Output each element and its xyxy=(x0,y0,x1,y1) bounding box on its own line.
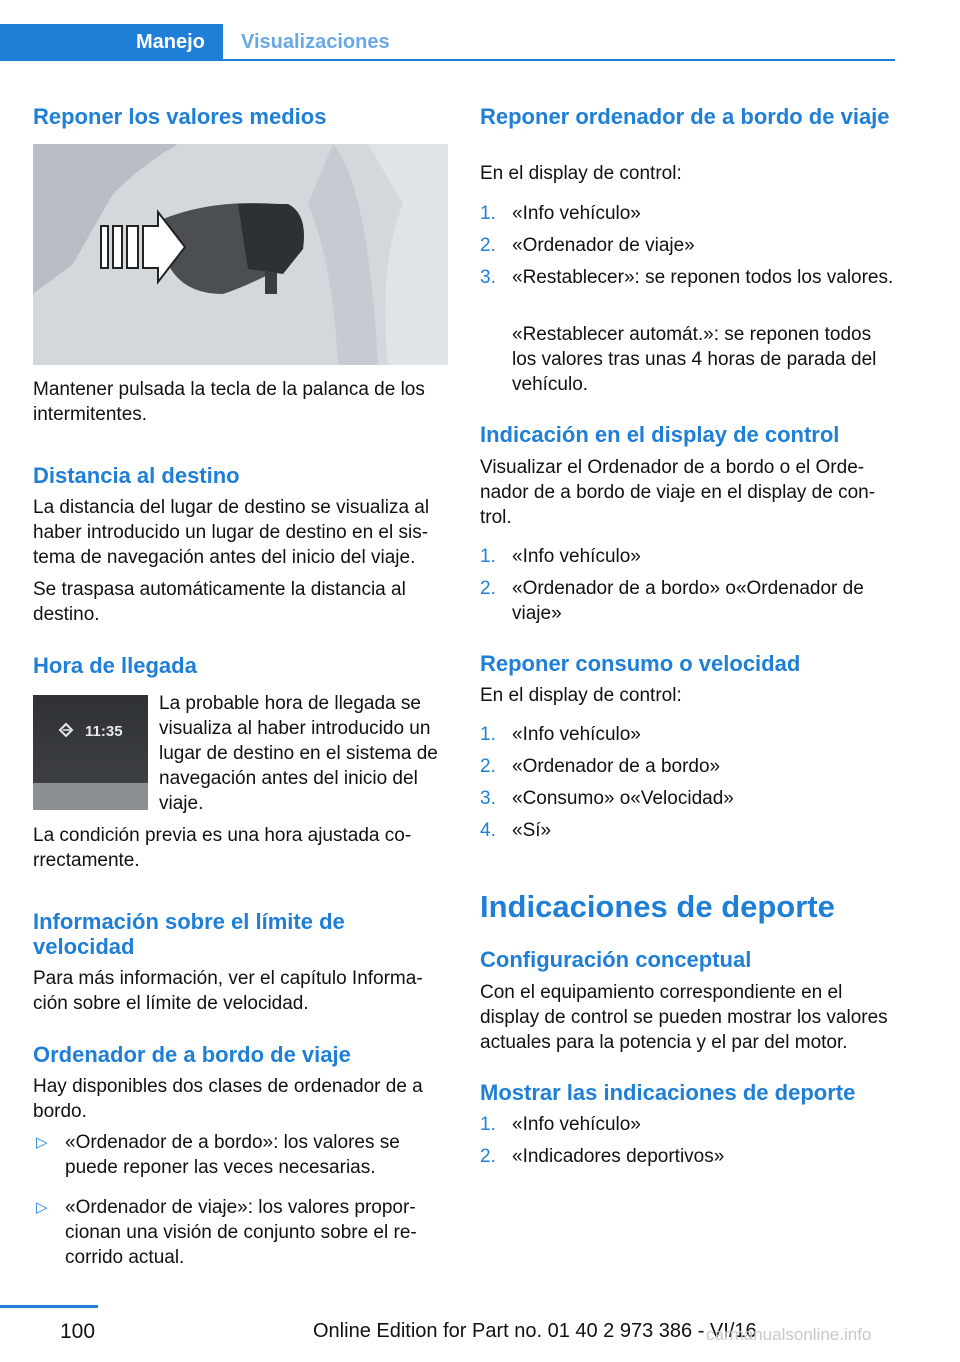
turn-signal-lever-image xyxy=(33,144,448,365)
tab-manejo[interactable]: Manejo xyxy=(0,24,223,61)
text-display-1: En el display de control: xyxy=(480,163,682,184)
heading-configuracion: Configuración conceptual xyxy=(480,947,752,972)
heading-hora-llegada: Hora de llegada xyxy=(33,653,197,678)
list-item: 3. «Consumo» o«Velocidad» xyxy=(480,788,734,809)
list-item: ▷ «Ordenador de viaje»: los valores proporcionan una visión de conjunto sobre el recorrido actual. xyxy=(36,1197,417,1268)
list-item: 1. «Info vehículo» xyxy=(480,1114,641,1135)
list-item: 4. «Sí» xyxy=(480,820,552,841)
heading-distancia: Distancia al destino xyxy=(33,463,240,488)
text-indicacion: Visualizar el Ordenador de a bordo o el Ordenador de a bordo de viaje en el display de control. xyxy=(480,457,876,528)
list-item: ▷ «Ordenador de a bordo»: los valores se puede reponer las veces necesarias. xyxy=(36,1132,400,1178)
text-condicion: La condición previa es una hora ajustada correctamente. xyxy=(33,825,412,871)
edition-text: Online Edition for Part no. 01 40 2 973 386 - VI/16 xyxy=(313,1320,757,1342)
heading-ordenador-viaje: Ordenador de a bordo de viaje xyxy=(33,1042,351,1067)
list-item: 2. «Ordenador de a bordo» o«Ordenador de viaje» xyxy=(480,578,864,624)
page-number: 100 xyxy=(60,1320,96,1343)
tab-bar xyxy=(0,24,895,61)
text-distancia-1: La distancia del lugar de destino se visualiza al haber introducido un lugar de destino en el sistema de navegación antes del inicio del viaje. xyxy=(33,497,430,568)
text-limite: Para más información, ver el capítulo Información sobre el límite de velocidad. xyxy=(33,968,423,1014)
text-mantener: Mantener pulsada la tecla de la palanca de los intermitentes. xyxy=(33,379,425,425)
text-restablecer-automatico: «Restablecer automát.»: se reponen todos los valores tras unas 4 horas de parada del vehículo. xyxy=(512,324,877,395)
tab-visualizaciones[interactable]: Visualizaciones xyxy=(241,31,390,53)
page-footer xyxy=(0,1305,960,1362)
list-item: 2. «Ordenador de viaje» xyxy=(480,235,695,256)
clock-time-text: 11:35 xyxy=(85,723,123,740)
triangle-bullet-icon: ▷ xyxy=(36,1134,48,1151)
list-item: 2. «Ordenador de a bordo» xyxy=(480,756,721,777)
numbered-list-2 xyxy=(480,544,896,626)
text-configuracion: Con el equipamiento correspondiente en el display de control se pueden mostrar los valores actuales para la potencia y el par del motor. xyxy=(480,982,888,1053)
text-distancia-2: Se traspasa automáticamente la distancia al destino. xyxy=(33,579,406,625)
list-item: 3. «Restablecer»: se reponen todos los valores. xyxy=(480,267,894,288)
numbered-list-3 xyxy=(480,722,896,843)
bullet-list-ordenadores xyxy=(33,1130,449,1270)
clock-display-illustration xyxy=(33,695,148,810)
text-display-2: En el display de control: xyxy=(480,685,682,706)
text-ordenador: Hay disponibles dos clases de ordenador de a bordo. xyxy=(33,1076,423,1122)
heading-reponer-ordenador-viaje: Reponer ordenador de a bordo de viaje xyxy=(480,104,890,129)
list-item: 1. «Info vehículo» xyxy=(480,203,641,224)
lever-illustration xyxy=(33,144,448,365)
numbered-list-1 xyxy=(480,201,896,290)
heading-limite-velocidad: Información sobre el límite de velocidad xyxy=(33,909,345,959)
heading-mostrar-deporte: Mostrar las indicaciones de deporte xyxy=(480,1080,856,1105)
text-hora-llegada: La probable hora de llegada se visualiza al haber introducido un lugar de destino en el sistema de navegación antes del inicio del viaje. xyxy=(159,693,438,814)
watermark: carmanualsonline.info xyxy=(706,1325,872,1344)
list-item: 1. «Info vehículo» xyxy=(480,724,641,745)
heading-indicacion-display: Indicación en el display de control xyxy=(480,422,840,447)
tab-underline xyxy=(0,59,895,61)
list-item: 1. «Info vehículo» xyxy=(480,546,641,567)
heading-indicaciones-deporte: Indicaciones de deporte xyxy=(480,889,835,924)
arrival-time-display-image xyxy=(33,695,148,810)
heading-reponer-valores: Reponer los valores medios xyxy=(33,104,327,129)
numbered-list-4 xyxy=(480,1112,896,1169)
triangle-bullet-icon: ▷ xyxy=(36,1199,48,1216)
heading-reponer-consumo: Reponer consumo o velocidad xyxy=(480,651,801,676)
list-item: 2. «Indicadores deportivos» xyxy=(480,1146,725,1167)
footer-accent-bar xyxy=(0,1305,98,1308)
